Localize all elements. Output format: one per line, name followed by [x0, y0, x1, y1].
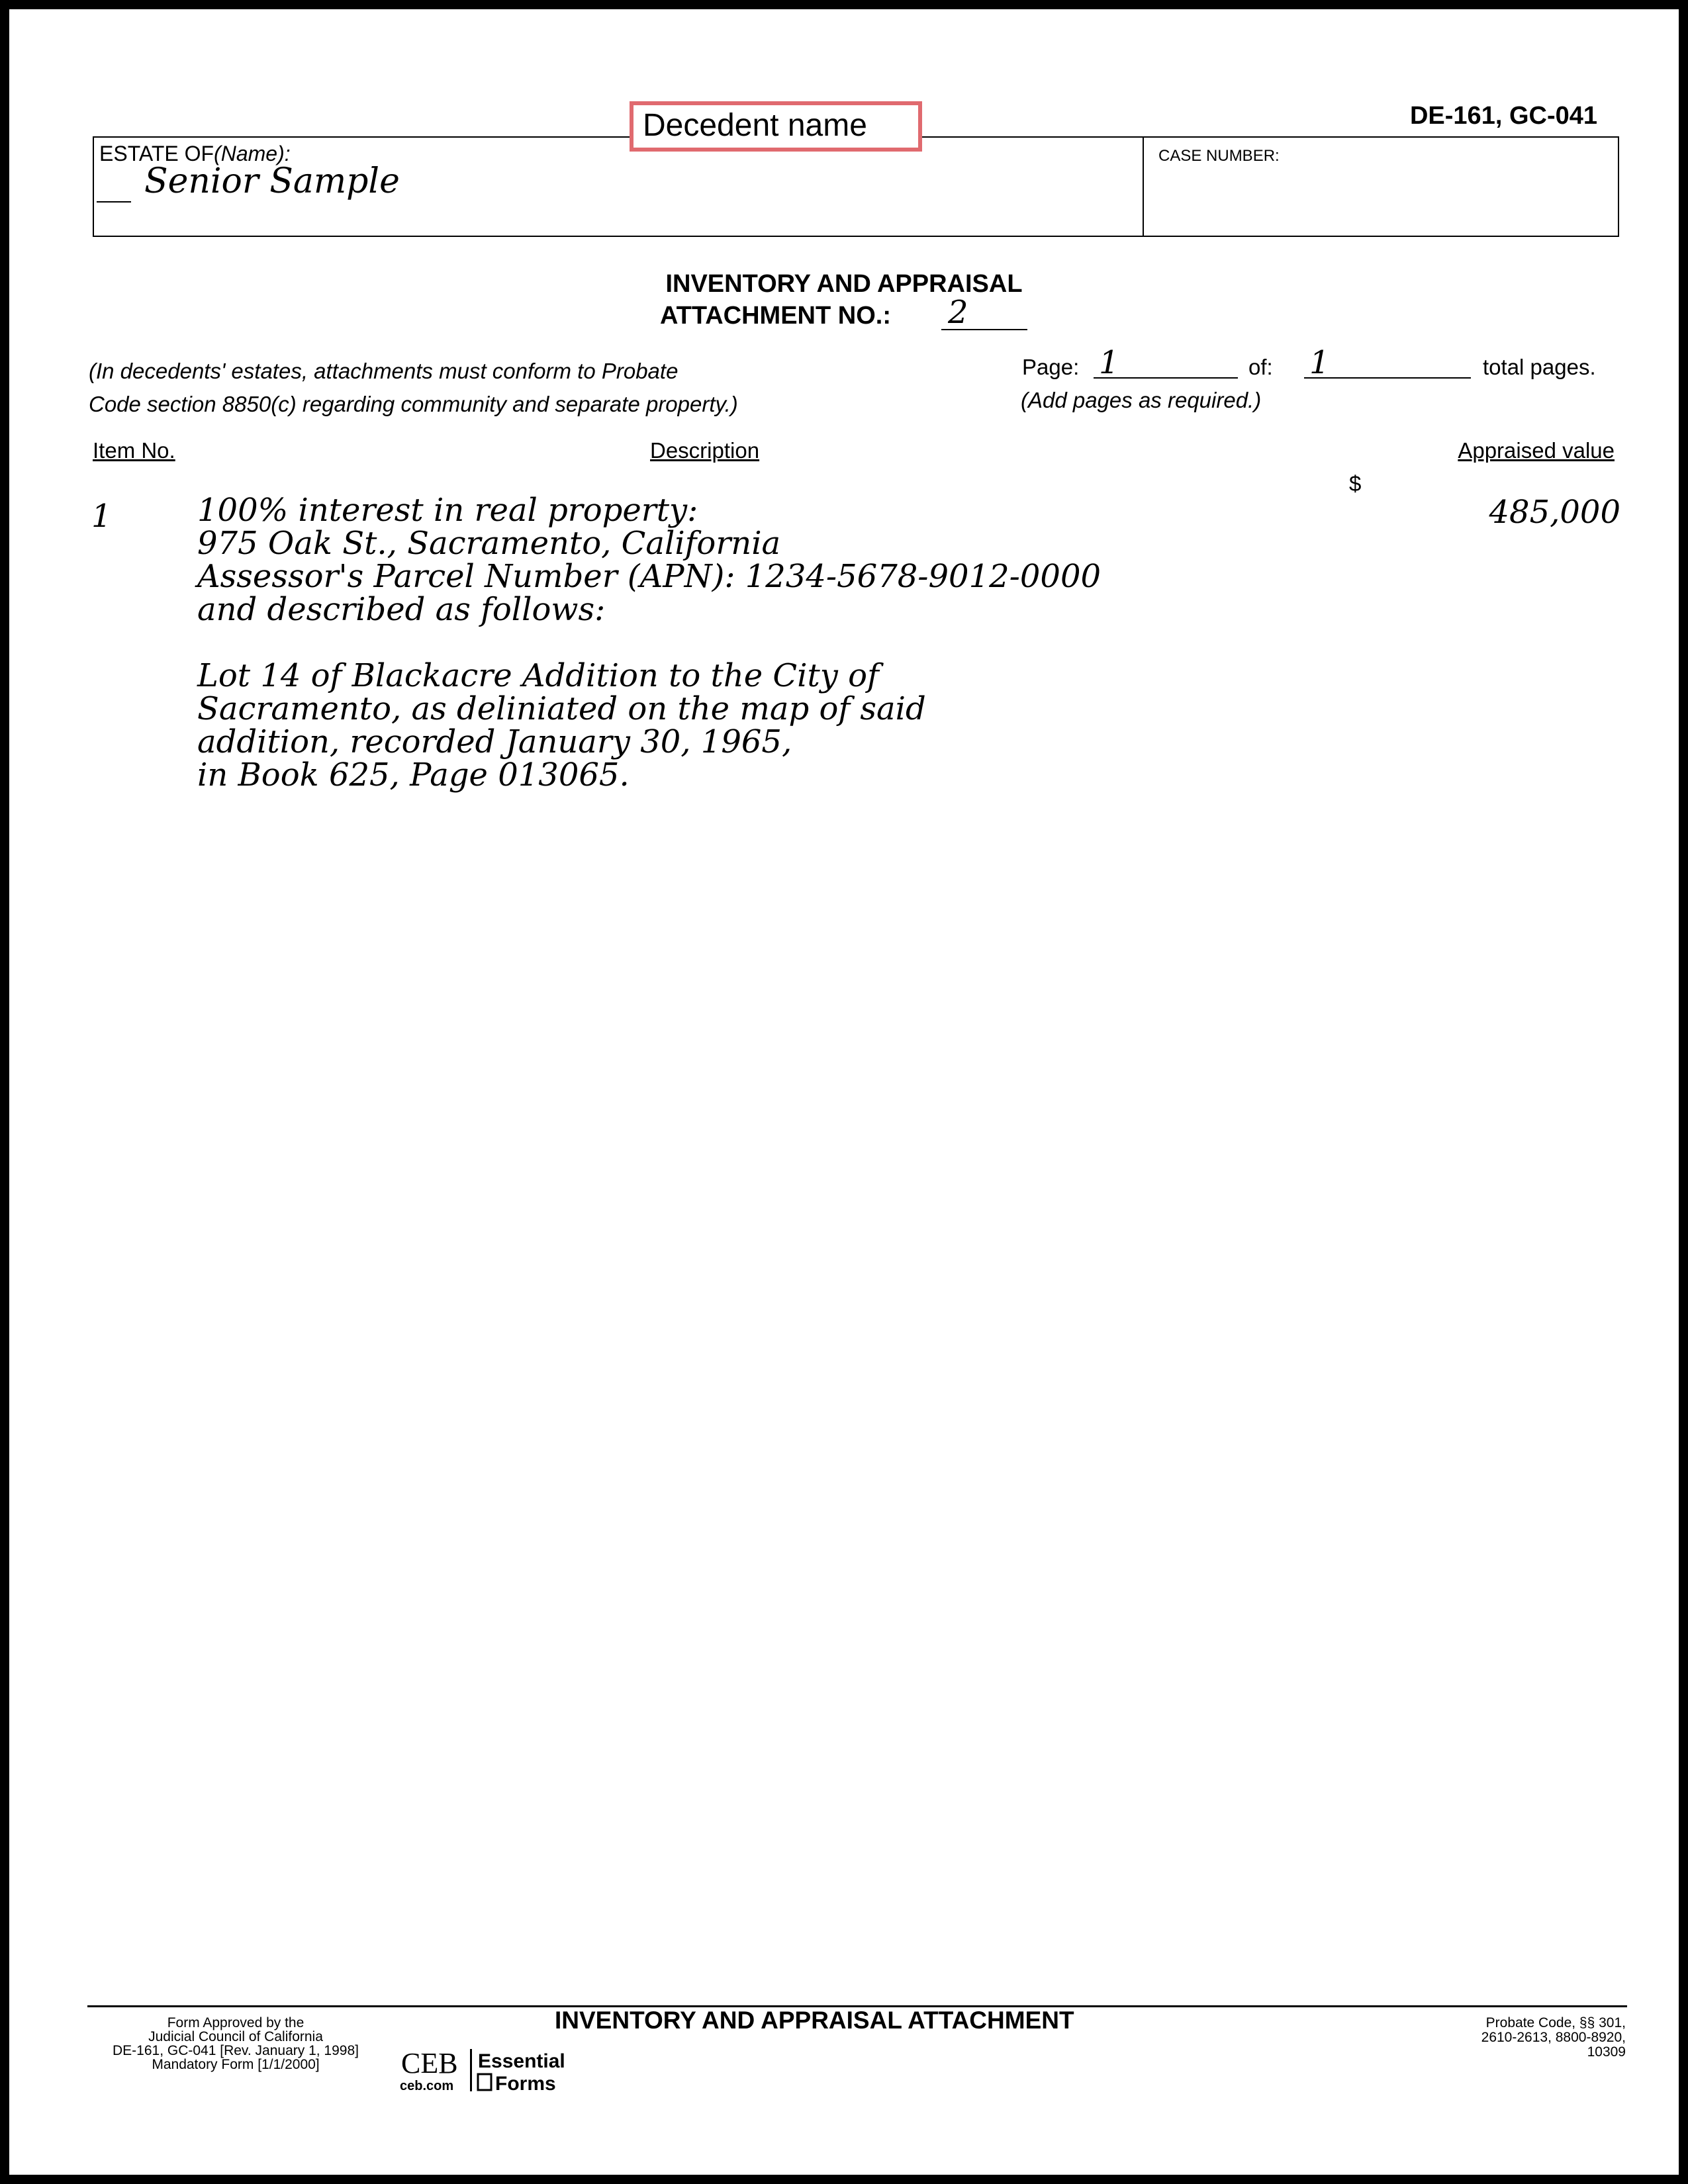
column-header-description: Description [650, 438, 760, 463]
form-title: INVENTORY AND APPRAISAL [665, 270, 1023, 298]
appraised-value-field[interactable]: 485,000 [1489, 494, 1620, 531]
total-pages-label: total pages. [1483, 355, 1596, 379]
page-label: Page: [1022, 355, 1080, 379]
attachment-no-field[interactable]: 2 [948, 294, 968, 331]
estate-name-field[interactable]: Senior Sample [144, 161, 400, 201]
form-number: DE-161, GC-041 [1409, 102, 1597, 130]
case-number-label: CASE NUMBER: [1158, 147, 1280, 165]
description-line: 975 Oak St., Sacramento, California [197, 525, 781, 562]
currency-symbol: $ [1349, 471, 1362, 496]
add-pages-note: (Add pages as required.) [1021, 388, 1262, 412]
footer-probate-code: Probate Code, §§ 301, 2610-2613, 8800-8920, 10309 [1481, 2015, 1626, 2060]
logo-essential-text: Essential [478, 2050, 565, 2072]
logo-divider [470, 2049, 472, 2091]
estate-dash [97, 201, 131, 203]
item-number[interactable]: 1 [91, 498, 112, 535]
description-line: Lot 14 of Blackacre Addition to the City of [197, 657, 879, 694]
footer-title: INVENTORY AND APPRAISAL ATTACHMENT [555, 2007, 1074, 2034]
page-field[interactable]: 1 [1099, 344, 1119, 381]
header-divider [1143, 138, 1144, 237]
logo-site-text: ceb.com [400, 2079, 454, 2093]
column-header-appraised-value: Appraised value [1458, 438, 1615, 463]
attachment-no-label: ATTACHMENT NO.: [660, 302, 891, 330]
item-description[interactable] [197, 494, 1336, 792]
forms-icon [478, 2074, 491, 2090]
footer-approval-text: Form Approved by the Judicial Council of California DE-161, GC-041 [Rev. January 1, 1998] Mandatory Form [1/1/2000] [113, 2015, 359, 2072]
decedent-name-callout: Decedent name [630, 101, 922, 152]
description-line: 100% interest in real property: [197, 492, 698, 529]
description-line: and described as follows: [197, 591, 606, 628]
description-line: in Book 625, Page 013065. [197, 756, 630, 794]
ceb-essential-forms-logo [397, 2045, 583, 2095]
logo-ceb-text: CEB [401, 2047, 458, 2079]
description-spacer [197, 626, 1336, 659]
total-pages-field[interactable]: 1 [1309, 344, 1330, 381]
column-header-item-no: Item No. [93, 438, 175, 463]
description-line: addition, recorded January 30, 1965, [197, 723, 792, 760]
logo-forms-text: Forms [495, 2073, 556, 2095]
description-line: Assessor's Parcel Number (APN): 1234-5678-9012-0000 [197, 558, 1102, 595]
of-label: of: [1248, 355, 1273, 379]
probate-note: (In decedents' estates, attachments must conform to Probate Code section 8850(c) regarding community and separate property.) [89, 359, 738, 416]
description-line: Sacramento, as deliniated on the map of said [197, 690, 926, 727]
estate-of-label: ESTATE OF(Name): [99, 142, 291, 165]
